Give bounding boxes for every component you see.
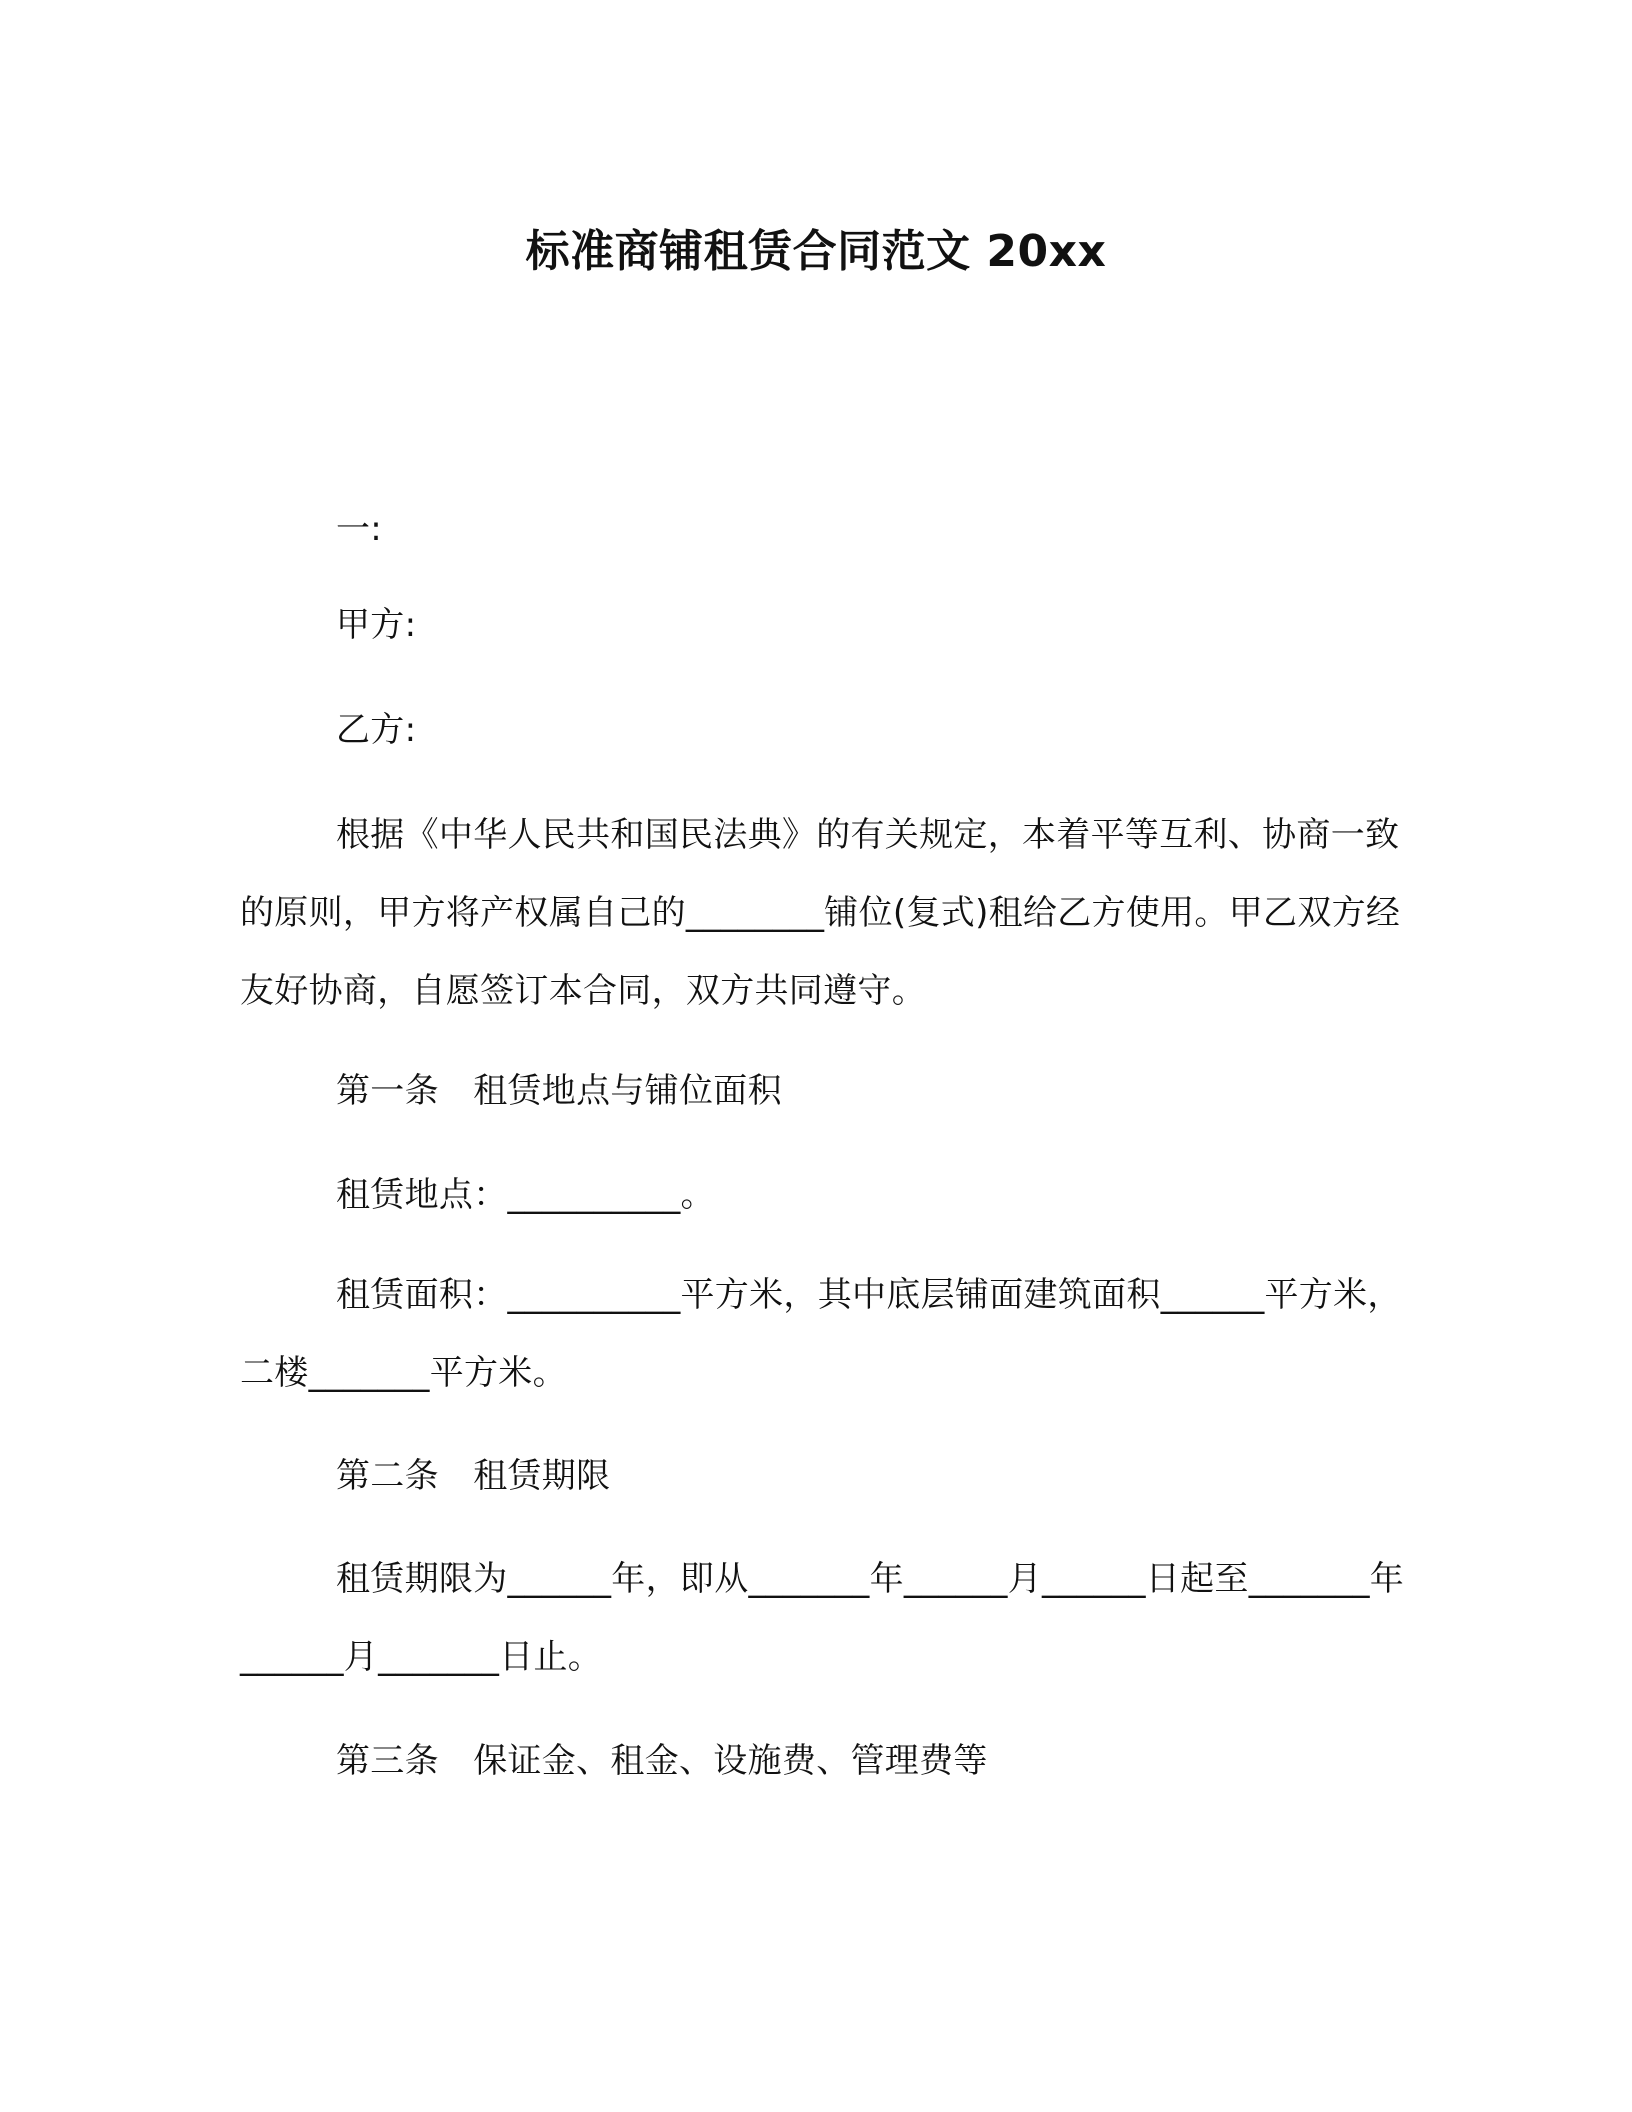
legal-basis-paragraph: 根据《中华人民共和国民法典》的有关规定，本着平等互利、协商一致的原则，甲方将产权属自己的________铺位(复式)租给乙方使用。甲乙双方经友好协商，自愿签订本合同，双方共同遵守。 (240, 815, 1401, 1011)
article-3-heading: 第三条 保证金、租金、设施费、管理费等 (336, 1741, 988, 1781)
party-a-line: 甲方: (336, 605, 417, 645)
lease-location-line: 租赁地点：__________。 (336, 1175, 715, 1215)
lease-area-paragraph: 租赁面积：__________平方米，其中底层铺面建筑面积______平方米，二楼_______平方米。 (240, 1275, 1402, 1393)
article-2-heading: 第二条 租赁期限 (336, 1456, 611, 1496)
section-intro: 一: (336, 509, 383, 549)
party-b-line: 乙方: (336, 710, 417, 750)
document-title: 标准商铺租赁合同范文 20xx (525, 226, 1107, 277)
article-1-heading: 第一条 租赁地点与铺位面积 (336, 1071, 782, 1111)
lease-term-paragraph: 租赁期限为______年，即从_______年______月______日起至_______年______月_______日止。 (240, 1559, 1405, 1677)
